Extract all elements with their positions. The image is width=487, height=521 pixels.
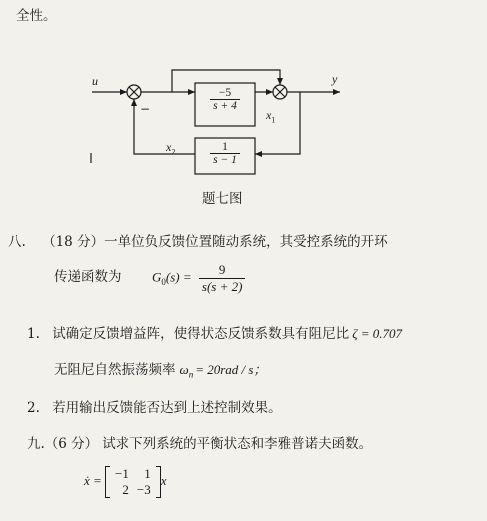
block-1-numerator: −5 [210,87,240,100]
x2-label: $x_2$ [166,140,176,157]
q8-number: 八. [8,234,26,250]
header-fragment: 全性。 [16,8,57,24]
block-2-numerator: 1 [210,141,240,154]
minus-sign: − [140,102,151,116]
x1-label: $x_1$ [266,108,276,125]
q8-zeta: ζ = 0.707 [352,326,402,341]
block-1-denominator: s + 4 [213,100,237,112]
output-label: y [332,72,338,86]
block-2-denominator: s − 1 [213,154,237,166]
diagram-caption: 题七图 [202,191,243,207]
q8-tf-intro: 传递函数为 [54,269,122,285]
q8-omega-value: = 20rad / s； [195,362,267,377]
feedback-line-right [255,92,300,154]
q8-points: （18 分） [42,234,105,250]
block-2-transfer-function [195,141,255,166]
q8-tf-denominator: s(s + 2) [201,279,243,294]
q8-heading [8,230,388,250]
q9-heading: 九.（6 分） 试求下列系统的平衡状态和李雅普诺夫函数。 [27,436,373,452]
q8-tf-numerator: 9 [199,262,246,279]
q8-item-1-line-2: 无阻尼自然振荡频率 $\omega_n = 20rad / s$； [54,362,267,380]
q9-matrix: −1 1 2 −3 [105,466,161,498]
q8-item-2: 2. 若用输出反馈能否达到上述控制效果。 [27,400,282,416]
q8-transfer-function: $G_0(s)$ = $\frac{9}{s(s + 2)}$ [152,262,245,295]
input-label: u [92,74,98,88]
q8-text: 一单位负反馈位置随动系统，其受控系统的开环 [104,234,388,250]
block-1-transfer-function [195,87,255,112]
q9-equation: ẋ = −1 1 2 −3 x [84,466,167,497]
q8-item-1: 1. 试确定反馈增益阵，使得状态反馈系数具有阻尼比 ζ = 0.707 [27,326,402,342]
